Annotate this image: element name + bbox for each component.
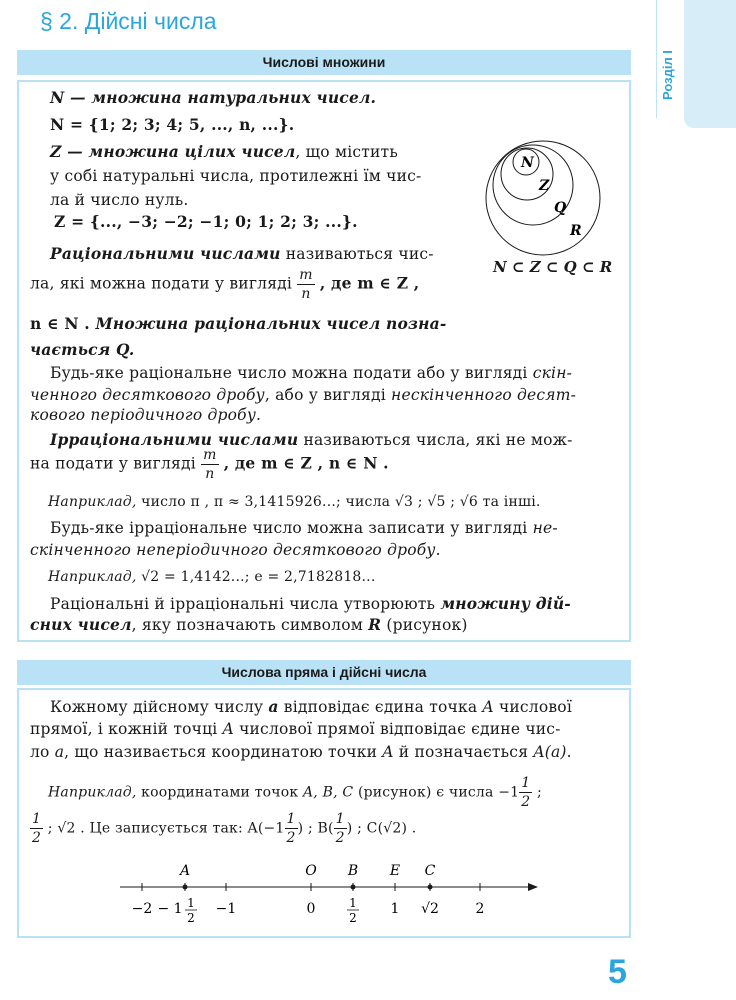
- sec1-line-4: [50, 167, 421, 185]
- sec1-l12b: , або у вигляді: [264, 386, 392, 404]
- side-tab-shade: [684, 0, 736, 128]
- sec2-l1d: A: [482, 698, 494, 716]
- sec2-l4c: A, B, C: [302, 784, 354, 801]
- sec2-line-1: [50, 697, 572, 716]
- sec1-line-11: [50, 364, 572, 382]
- sec2-line-2: [30, 720, 561, 738]
- venn-caption: N ⊂ Z ⊂ Q ⊂ R: [493, 258, 613, 276]
- tick-label-0-5-num: 1: [349, 896, 357, 910]
- sec1-line-15: [30, 446, 389, 483]
- section-title-number-line: Числова пряма і дійсні числа: [17, 660, 631, 685]
- fraction-numerator: 1: [521, 775, 531, 791]
- fraction-denominator: n: [301, 286, 311, 302]
- sec2-l5b: ) ; B(: [297, 820, 334, 837]
- sec2-line-5: [30, 810, 416, 847]
- point-c-dot: [428, 885, 433, 890]
- tick-label-2: 2: [475, 901, 485, 917]
- sec1-l19a: Наприклад,: [48, 569, 137, 585]
- tick-label-minus-2: −2: [131, 901, 153, 917]
- fraction-numerator: 1: [335, 811, 345, 827]
- fraction-half-3: [285, 810, 298, 847]
- sec1-l16a: Наприклад,: [48, 494, 137, 510]
- fraction-half-4: [334, 810, 347, 847]
- side-tab-bar: [656, 0, 682, 118]
- sec1-line-18: [30, 541, 441, 559]
- sec2-l1c: відповідає єдина точка: [278, 698, 483, 716]
- sec2-l3f: A(a).: [533, 743, 572, 761]
- sec1-l2: N = {1; 2; 3; 4; 5, ..., n, ...}.: [50, 115, 295, 134]
- sec1-l7b: називаються чис-: [280, 245, 434, 263]
- fraction-denominator: 2: [286, 830, 296, 846]
- sec1-l9a: n ∈ N .: [30, 314, 90, 333]
- sec1-line-10: [30, 340, 134, 359]
- tick-label-0: 0: [306, 901, 316, 917]
- sec2-l4a: Наприклад,: [48, 784, 137, 801]
- sec1-l11b: скін-: [532, 364, 573, 382]
- point-label-a: A: [179, 863, 191, 879]
- sec1-l20b: множину дій-: [440, 594, 571, 613]
- sec1-line-20: [50, 594, 571, 613]
- sec2-l4b: координатами точок: [136, 784, 303, 801]
- sec1-l10: чається Q.: [30, 340, 135, 359]
- sec1-l12c: нескінченного десят-: [391, 386, 577, 404]
- label-z: Z: [539, 178, 550, 194]
- sec2-l3c: , що називається координатою точки: [64, 743, 383, 761]
- fraction-denominator: 2: [335, 830, 345, 846]
- sec1-l16b: число π , π ≈ 3,1415926...; числа √3 ; √5 ; √6 та інші.: [136, 494, 541, 510]
- sec2-l3d: A: [382, 743, 394, 761]
- sec1-l20a: Раціональні й ірраціональні числа утворюють: [50, 595, 441, 613]
- number-line-figure: [100, 855, 550, 935]
- tick-label-minus-1-5-den: 2: [187, 911, 195, 925]
- sec2-line-4: [48, 774, 542, 811]
- sec2-l2a: прямої, і кожній точці: [30, 720, 223, 738]
- fraction-half-1: [519, 774, 532, 811]
- sec2-l5a: ; √2 . Це записується так: A(−1: [43, 820, 285, 837]
- chapter-side-tab: [656, 0, 736, 128]
- fraction-m-n: [297, 266, 314, 303]
- sec1-line-8: [30, 266, 419, 303]
- sec1-line-3: [50, 142, 398, 161]
- sec1-l12a: ченного десяткового дробу: [30, 386, 265, 404]
- sec1-l18: скінченного неперіодичного десяткового дробу.: [30, 541, 441, 559]
- sec1-l14a: Ірраціональними числами: [50, 430, 299, 449]
- tick-label-minus-1-5-num: 1: [187, 896, 195, 910]
- point-label-c: C: [424, 863, 436, 879]
- sec1-l15a: на подати у вигляді: [30, 454, 196, 473]
- sec2-line-3: [30, 743, 572, 761]
- fraction-numerator: 1: [32, 811, 42, 827]
- sec1-line-17: [50, 519, 558, 537]
- sec2-l1a: Кожному дійсному числу: [50, 698, 269, 716]
- point-a-dot: [183, 885, 188, 890]
- sec2-l1e: числової: [493, 698, 572, 716]
- fraction-half-2: [30, 810, 43, 847]
- sec1-line-1: [50, 88, 376, 107]
- point-label-e: E: [389, 863, 401, 879]
- sec1-l3b: , що містить: [295, 143, 398, 161]
- fraction-numerator: m: [203, 447, 217, 463]
- sec1-l21d: (рисунок): [381, 616, 468, 634]
- sec1-line-9: [30, 314, 447, 333]
- sec1-line-2: [50, 115, 294, 134]
- sec2-l4d: (рисунок) є числа −1: [353, 784, 520, 801]
- sec1-l8a: ла, які можна подати у вигляді: [30, 274, 293, 293]
- sec1-l1: N — множина натуральних чисел.: [50, 88, 377, 107]
- sec1-l19b: √2 = 1,4142...; e = 2,7182818...: [136, 569, 376, 585]
- sec1-l21b: , яку позначають символом: [131, 616, 369, 634]
- sec2-l1b: a: [268, 697, 279, 716]
- sec1-l17a: Будь-яке ірраціональне число можна записати у вигляді: [50, 519, 533, 537]
- sec1-l3a: Z — множина цілих чисел: [50, 142, 296, 161]
- fraction-denominator: n: [205, 466, 215, 482]
- sec1-line-6: [54, 212, 358, 231]
- sec2-l2b: A: [222, 720, 234, 738]
- fraction-denominator: 2: [32, 830, 42, 846]
- fraction-m-n-2: [201, 446, 218, 483]
- sec1-line-7: [50, 244, 434, 263]
- sec1-l4: у собі натуральні числа, протилежні їм чис-: [50, 167, 422, 185]
- fraction-denominator: 2: [521, 794, 531, 810]
- sec1-l8b: , де m ∈ Z ,: [319, 273, 420, 293]
- number-line-arrow: [528, 883, 538, 891]
- tick-label-sqrt2: √2: [421, 901, 439, 917]
- sec2-l4e: ;: [532, 784, 542, 801]
- label-q: Q: [554, 200, 567, 216]
- sec1-l21c: R: [368, 615, 382, 634]
- sec2-l3b: a: [54, 743, 65, 761]
- sec1-l15b: , де m ∈ Z , n ∈ N .: [223, 453, 389, 473]
- tick-label-0-5-den: 2: [349, 911, 357, 925]
- sec2-l3e: й позначається: [393, 743, 534, 761]
- sec1-l6: Z = {..., −3; −2; −1; 0; 1; 2; 3; ...}.: [54, 212, 358, 231]
- fraction-numerator: m: [299, 267, 313, 283]
- sec1-line-19: [48, 569, 376, 585]
- sec1-l14b: називаються числа, які не мож-: [298, 431, 573, 449]
- label-r: R: [570, 223, 582, 239]
- sec2-l2c: числової прямої відповідає єдине чис-: [233, 720, 561, 738]
- tick-label-minus-1-5-int: − 1: [157, 901, 183, 917]
- sec1-l17b: не-: [532, 519, 558, 537]
- sec1-line-13: [30, 406, 261, 424]
- sec1-l21a: сних чисел: [30, 615, 132, 634]
- tick-label-1: 1: [390, 901, 400, 917]
- fraction-numerator: 1: [286, 811, 296, 827]
- point-label-b: B: [347, 863, 359, 879]
- sec1-l9b: Множина раціональних чисел позна-: [89, 314, 447, 333]
- sec1-l13: кового періодичного дробу.: [30, 406, 262, 424]
- sec2-l5c: ) ; C(√2) .: [346, 820, 417, 837]
- side-tab-label: Розділ I: [660, 50, 675, 100]
- section-title-number-sets: Числові множини: [17, 50, 631, 75]
- sec2-l3a: ло: [30, 743, 55, 761]
- sec1-line-5: [50, 191, 189, 209]
- point-b-dot: [351, 885, 356, 890]
- sec1-l7a: Раціональними числами: [50, 244, 281, 263]
- page-title: § 2. Дійсні числа: [40, 8, 217, 34]
- sec1-line-16: [48, 494, 541, 510]
- sec1-line-12: [30, 386, 576, 404]
- page-number: 5: [608, 953, 627, 991]
- tick-label-minus-1: −1: [215, 901, 237, 917]
- sec1-line-21: [30, 615, 468, 634]
- sec1-l5: ла й число нуль.: [50, 191, 189, 209]
- point-label-o: O: [305, 863, 317, 879]
- sec1-l11a: Будь-яке раціональне число можна подати або у вигляді: [50, 364, 533, 382]
- label-n: N: [521, 155, 534, 171]
